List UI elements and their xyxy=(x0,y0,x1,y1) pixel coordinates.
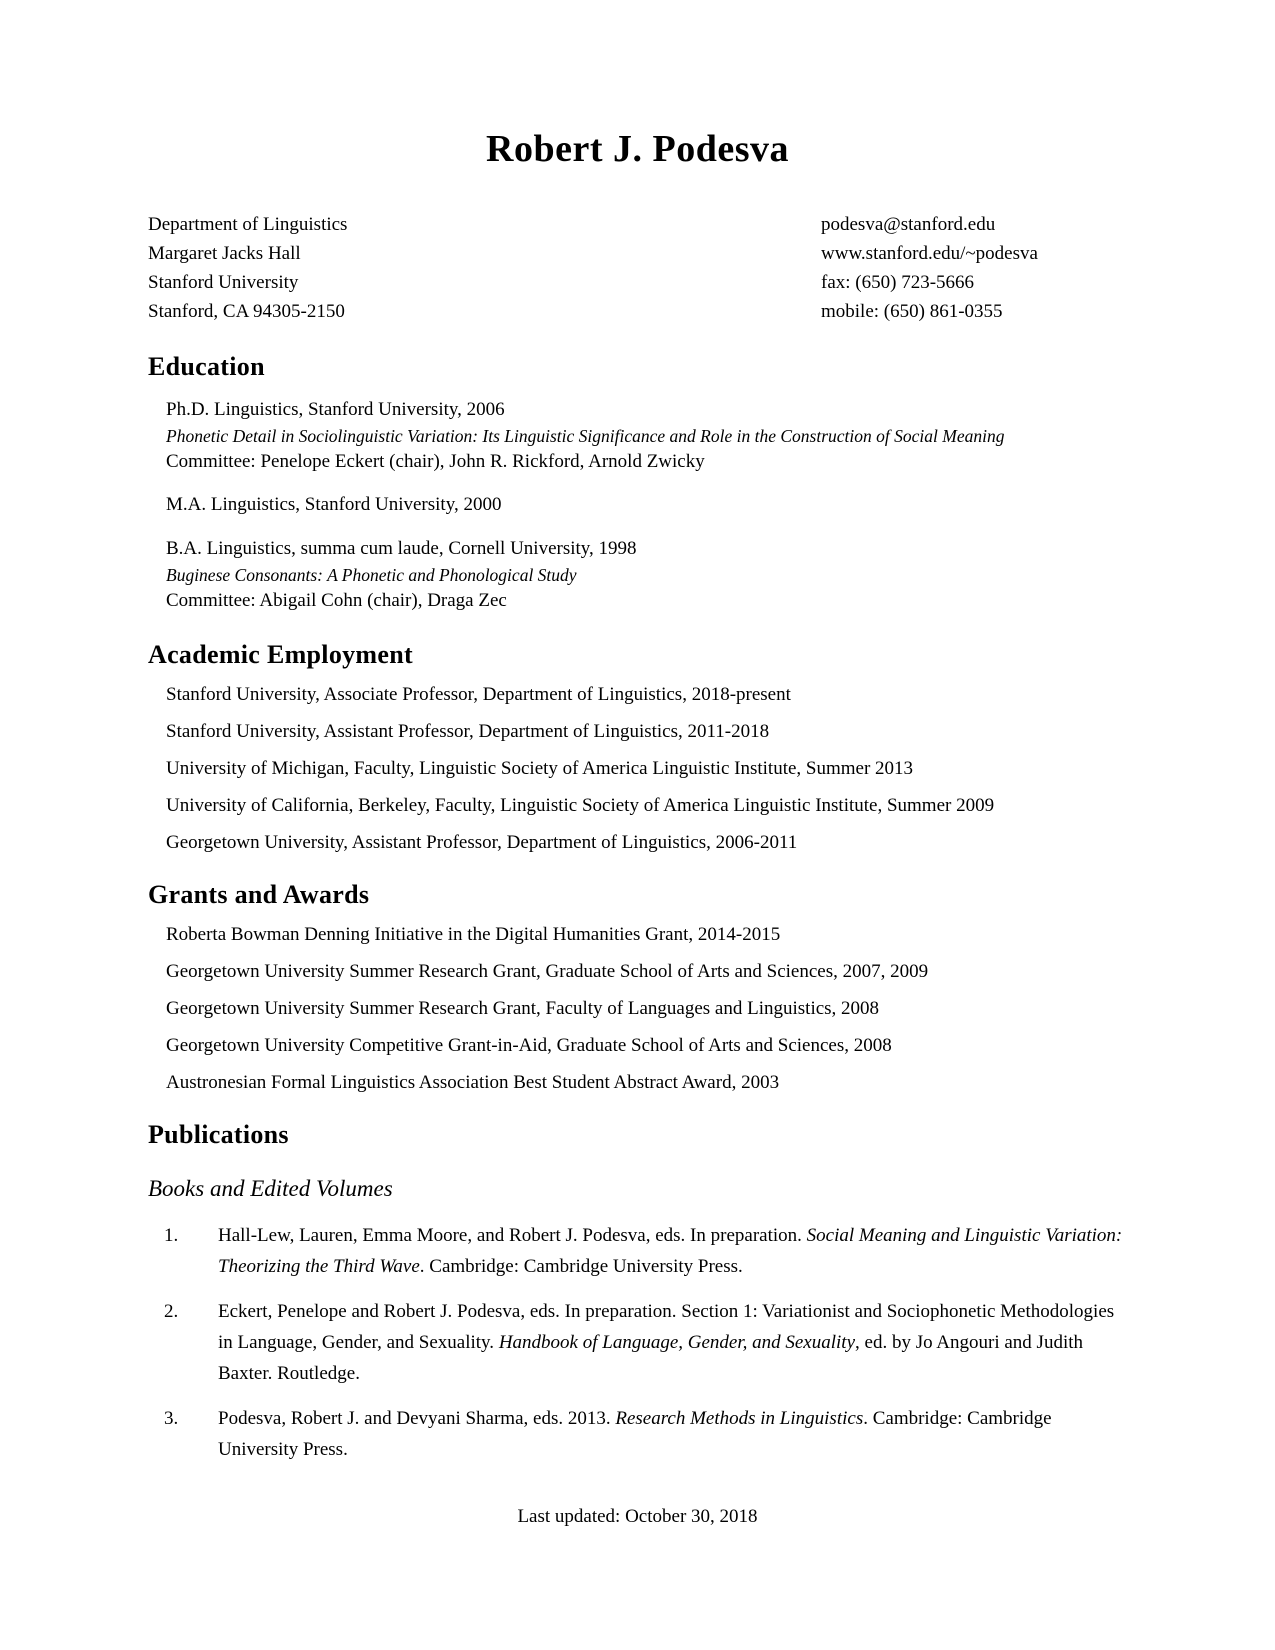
publication-text xyxy=(218,1220,1127,1282)
contact-detail-line: podesva@stanford.edu xyxy=(821,213,996,235)
publication-list xyxy=(148,1220,1127,1465)
contact-address-line: Stanford, CA 94305-2150 xyxy=(148,300,345,322)
section-heading-education: Education xyxy=(148,351,265,381)
committee-line: Committee: Penelope Eckert (chair), John R. Rickford, Arnold Zwicky xyxy=(166,450,705,472)
contact-detail-line: fax: (650) 723-5666 xyxy=(821,271,975,293)
publication-text-segment: , ed. by Jo Angouri and Judith Baxter. Routledge. xyxy=(218,1331,1084,1384)
thesis-title: Buginese Consonants: A Phonetic and Phonological Study xyxy=(166,564,577,585)
degree-line: Ph.D. Linguistics, Stanford University, 2006 xyxy=(166,398,505,420)
publication-item xyxy=(164,1220,1127,1282)
publication-number: 1. xyxy=(164,1224,179,1246)
degree-line: B.A. Linguistics, summa cum laude, Cornell University, 1998 xyxy=(166,537,637,559)
committee-line: Committee: Abigail Cohn (chair), Draga Zec xyxy=(166,589,507,611)
publication-text-segment: . Cambridge: Cambridge University Press. xyxy=(218,1407,1052,1460)
education-entries xyxy=(148,396,1127,614)
contact-block xyxy=(148,210,1127,326)
publication-text-segment: . Cambridge: Cambridge University Press. xyxy=(419,1255,743,1277)
education-entry xyxy=(166,535,1127,614)
publication-text-segment: Eckert, Penelope and Robert J. Podesva, eds. In preparation. Section 1: Variationist and Sociophonetic Methodologies in Language, Gender, and Sexuality. xyxy=(218,1300,1115,1353)
publication-number: 2. xyxy=(164,1300,179,1322)
grant-entry: Roberta Bowman Denning Initiative in the Digital Humanities Grant, 2014-2015 xyxy=(166,923,781,945)
publication-text-segment: Hall-Lew, Lauren, Emma Moore, and Robert J. Podesva, eds. In preparation. xyxy=(218,1224,807,1246)
employment-entries xyxy=(148,684,1127,854)
publication-text xyxy=(218,1403,1127,1465)
contact-detail-line: mobile: (650) 861-0355 xyxy=(821,300,1003,322)
section-heading-publications: Publications xyxy=(148,1119,289,1149)
employment-entry: Georgetown University, Assistant Professor, Department of Linguistics, 2006-2011 xyxy=(166,831,798,853)
contact-address-line: Stanford University xyxy=(148,271,299,293)
education-entry xyxy=(166,396,1127,475)
employment-entry: University of Michigan, Faculty, Linguistic Society of America Linguistic Institute, Summer 2013 xyxy=(166,757,914,779)
grant-entry: Austronesian Formal Linguistics Association Best Student Abstract Award, 2003 xyxy=(166,1071,780,1093)
section-heading-academic-employment: Academic Employment xyxy=(148,639,413,669)
contact-details-column xyxy=(821,210,1127,326)
grant-entry: Georgetown University Summer Research Grant, Faculty of Languages and Linguistics, 2008 xyxy=(166,997,880,1019)
page-title: Robert J. Podesva xyxy=(486,128,789,170)
contact-address-line: Department of Linguistics xyxy=(148,213,348,235)
publication-item xyxy=(164,1296,1127,1389)
last-updated-note: Last updated: October 30, 2018 xyxy=(517,1506,758,1527)
contact-detail-line: www.stanford.edu/~podesva xyxy=(821,242,1038,264)
contact-address-column xyxy=(148,210,347,326)
publication-text xyxy=(218,1296,1127,1389)
grant-entry: Georgetown University Competitive Grant-in-Aid, Graduate School of Arts and Sciences, 2008 xyxy=(166,1034,892,1056)
employment-entry: Stanford University, Associate Professor, Department of Linguistics, 2018-present xyxy=(166,683,791,705)
grant-entry: Georgetown University Summer Research Grant, Graduate School of Arts and Sciences, 2007, 2009 xyxy=(166,960,929,982)
subsection-heading-books-edited-volumes: Books and Edited Volumes xyxy=(148,1175,393,1201)
publication-text-segment: Podesva, Robert J. and Devyani Sharma, eds. 2013. xyxy=(218,1407,616,1429)
employment-entry: University of California, Berkeley, Faculty, Linguistic Society of America Linguistic Institute, Summer 2009 xyxy=(166,794,995,816)
education-entry xyxy=(166,491,1127,519)
publication-item xyxy=(164,1403,1127,1465)
thesis-title: Phonetic Detail in Sociolinguistic Variation: Its Linguistic Significance and Role in the Construction of Social Meaning xyxy=(166,425,1005,446)
contact-address-line: Margaret Jacks Hall xyxy=(148,242,301,264)
degree-line: M.A. Linguistics, Stanford University, 2000 xyxy=(166,493,502,515)
section-heading-grants-awards: Grants and Awards xyxy=(148,879,370,909)
grants-entries xyxy=(148,924,1127,1094)
publication-number: 3. xyxy=(164,1407,179,1429)
employment-entry: Stanford University, Assistant Professor, Department of Linguistics, 2011-2018 xyxy=(166,720,770,742)
publication-text-segment: Social Meaning and Linguistic Variation: Theorizing the Third Wave xyxy=(218,1224,1123,1277)
publication-text-segment: Research Methods in Linguistics xyxy=(615,1407,864,1429)
publication-text-segment: Handbook of Language, Gender, and Sexuality xyxy=(498,1331,856,1353)
